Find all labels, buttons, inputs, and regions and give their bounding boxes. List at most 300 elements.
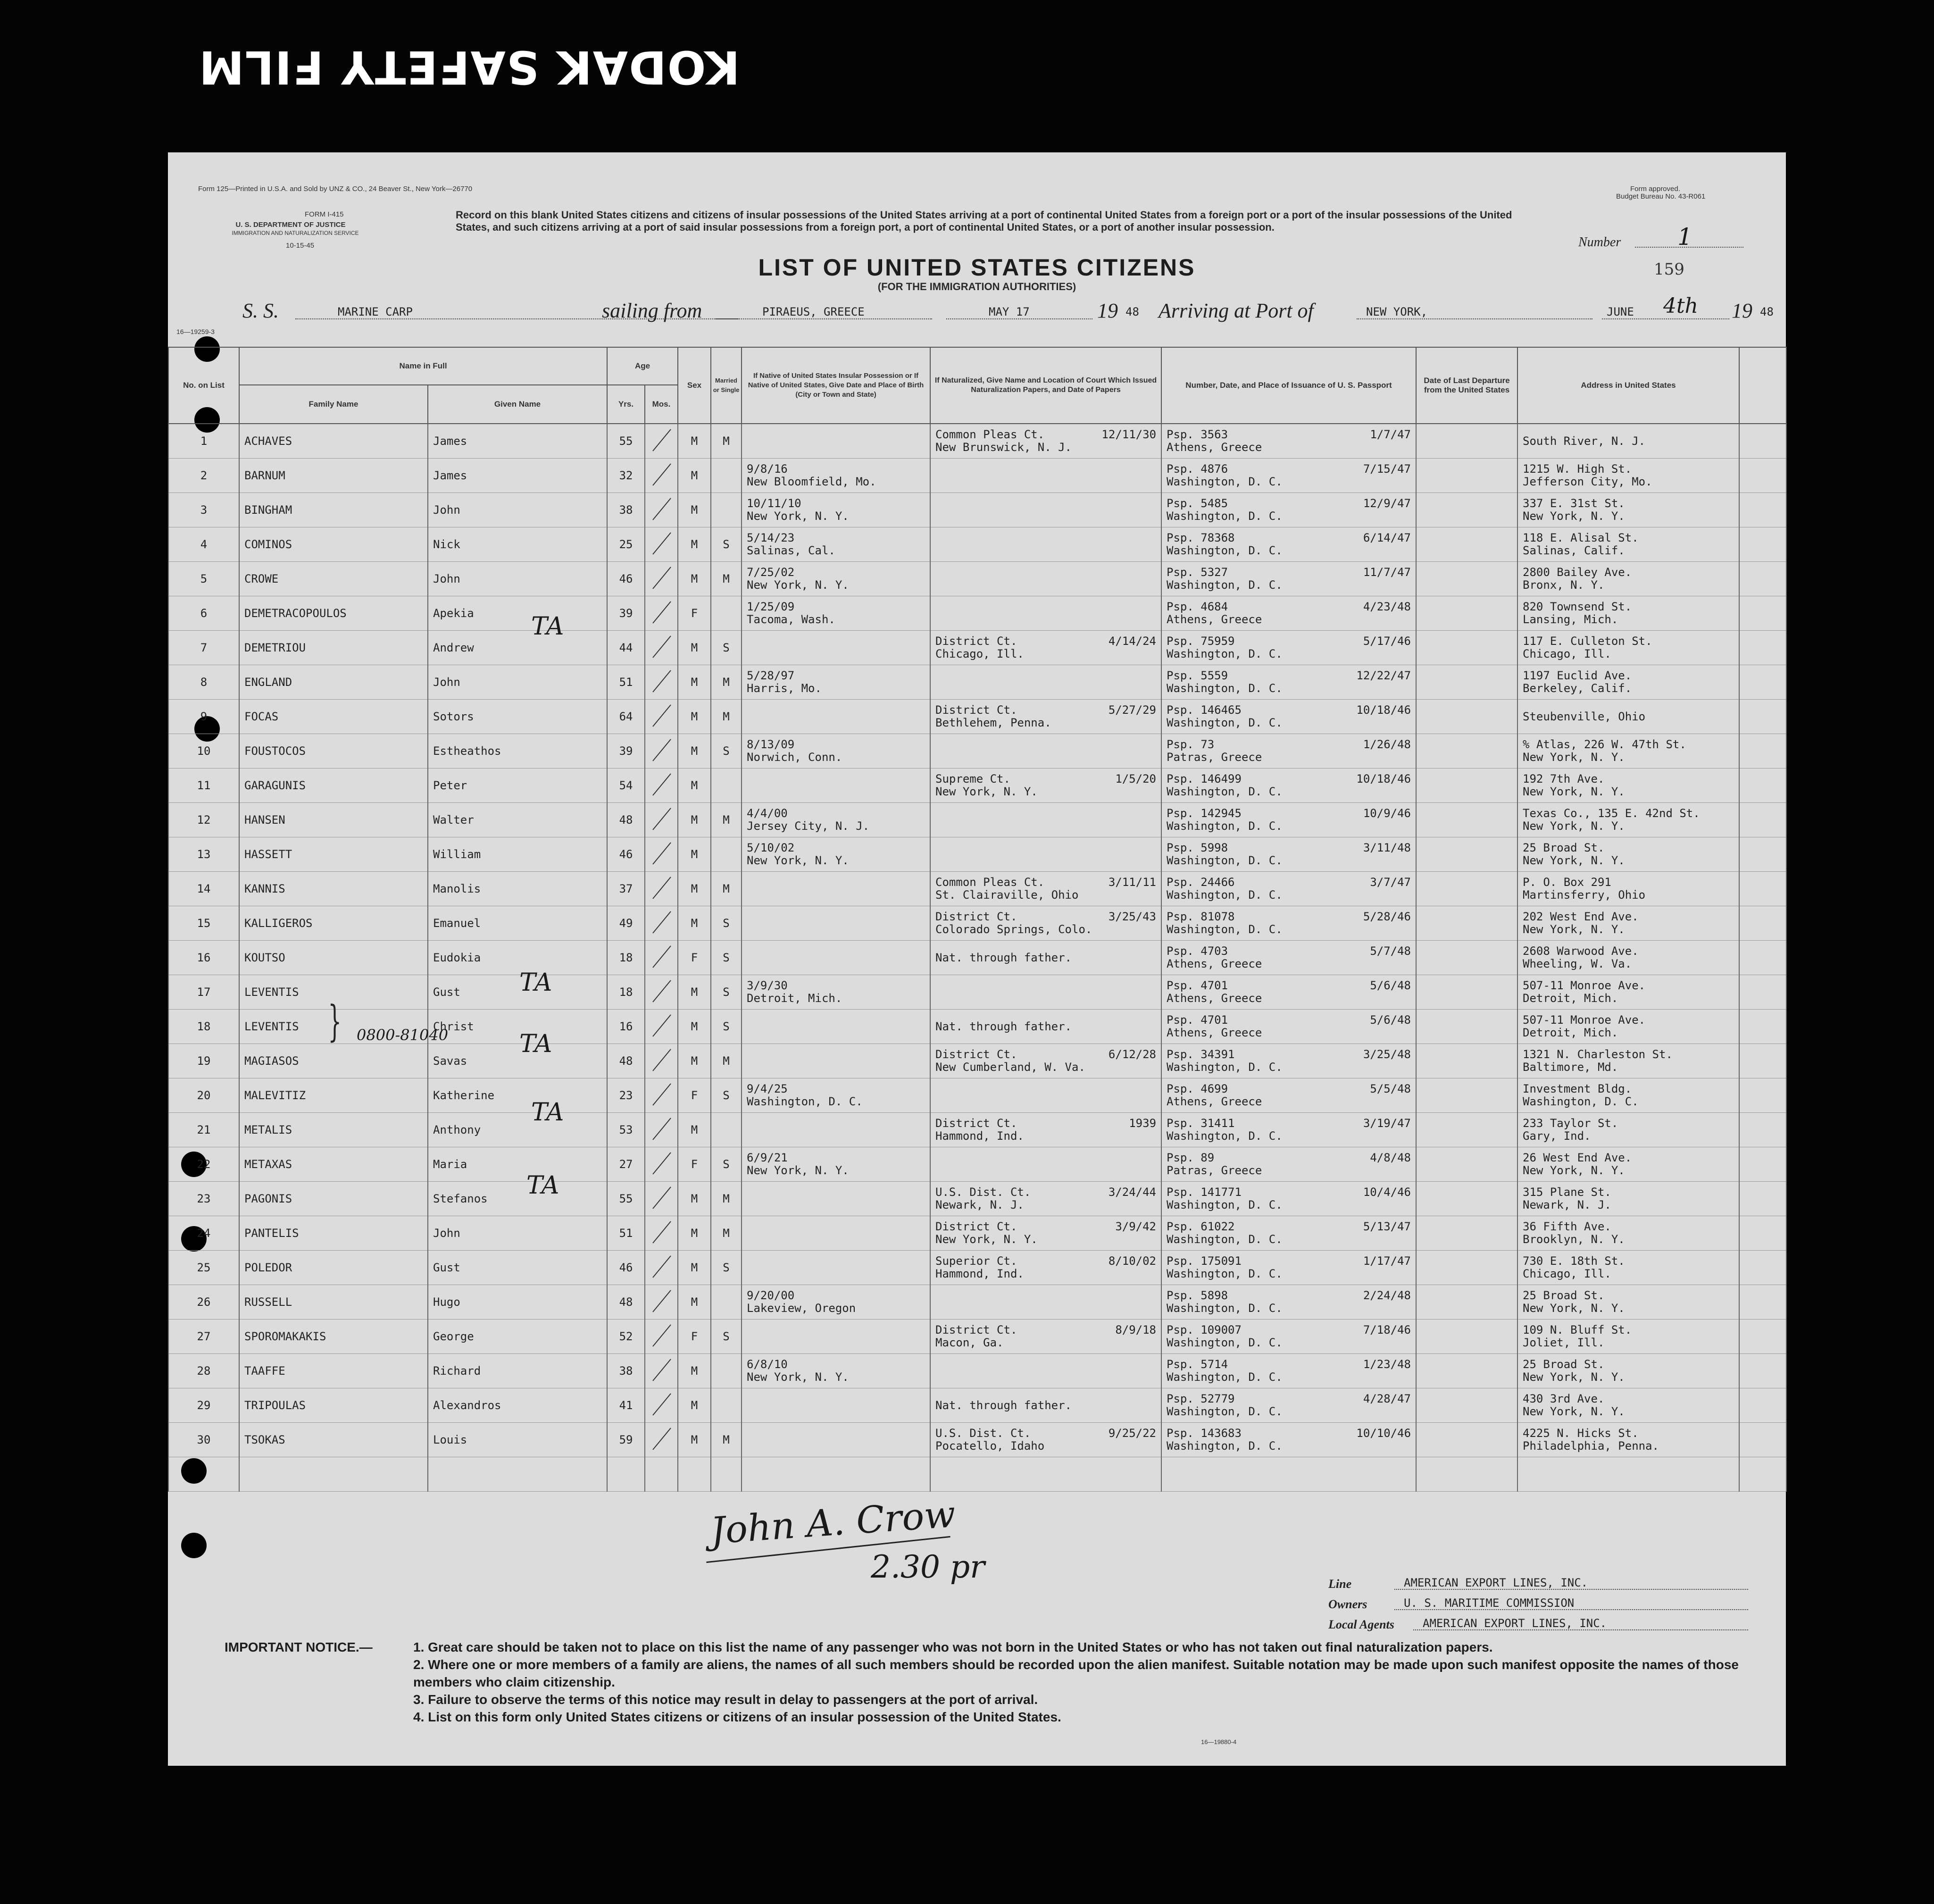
passport-date: 4/23/48 — [1363, 600, 1411, 613]
from-port: PIRAEUS, GREECE — [762, 305, 865, 318]
naturalization-court: District Ct. — [935, 1220, 1017, 1233]
marital-status: S — [723, 951, 730, 964]
passport-place: Washington, D. C. — [1167, 1405, 1283, 1418]
bracket-note: 0800-81040 — [357, 1026, 449, 1044]
sex: M — [691, 1295, 698, 1309]
row-number: 30 — [197, 1433, 211, 1446]
passport-date: 5/28/46 — [1363, 910, 1411, 923]
passport-number: Psp. 5485 — [1167, 497, 1228, 510]
row-number: 19 — [197, 1054, 211, 1068]
given-name: John — [433, 503, 460, 517]
row-number: 20 — [197, 1088, 211, 1102]
age-years: 55 — [619, 434, 633, 448]
age-years: 38 — [619, 503, 633, 517]
age-months-dash — [650, 942, 674, 970]
marital-status: M — [723, 1192, 730, 1205]
family-name: HANSEN — [244, 813, 285, 827]
marital-status: M — [723, 434, 730, 448]
naturalization-date: 6/12/28 — [1108, 1048, 1157, 1061]
birth-date: 3/9/30 — [747, 979, 788, 992]
arriving-label: Arriving at Port of — [1159, 299, 1314, 322]
sex: M — [691, 882, 698, 895]
address-line-1: 1197 Euclid Ave. — [1523, 669, 1632, 682]
naturalization-place: Chicago, Ill. — [935, 647, 1024, 660]
from-port-line — [715, 318, 932, 319]
address-line-2: Gary, Ind. — [1523, 1129, 1591, 1143]
row-number: 17 — [197, 985, 211, 999]
naturalization-date: 9/25/22 — [1108, 1427, 1157, 1440]
family-name: MAGIASOS — [244, 1054, 299, 1068]
naturalization-date: 3/11/11 — [1108, 876, 1157, 889]
address-line-1: 820 Townsend St. — [1523, 600, 1632, 613]
age-months-dash — [650, 1080, 674, 1108]
given-name: Peter — [433, 778, 467, 792]
address-line-1: 507-11 Monroe Ave. — [1523, 1013, 1646, 1027]
row-number: 10 — [197, 744, 211, 758]
passport-date: 10/10/46 — [1356, 1427, 1411, 1440]
row-number: 26 — [197, 1295, 211, 1309]
passport-date: 12/9/47 — [1363, 497, 1411, 510]
naturalization-place: New York, N. Y. — [935, 785, 1038, 798]
naturalization-date: 3/24/44 — [1108, 1186, 1157, 1199]
birth-place: New York, N. Y. — [747, 578, 849, 592]
age-years: 46 — [619, 847, 633, 861]
address-line-1: 430 3rd Ave. — [1523, 1392, 1605, 1405]
table-row — [168, 1216, 1786, 1251]
passport-date: 5/6/48 — [1370, 1013, 1411, 1027]
given-name: Manolis — [433, 882, 481, 895]
row-number: 3 — [200, 503, 208, 517]
naturalization-court: District Ct. — [935, 1048, 1017, 1061]
col-extra — [1739, 347, 1786, 424]
passport-date: 3/11/48 — [1363, 841, 1411, 854]
row-number: 18 — [197, 1019, 211, 1033]
passport-date: 4/28/47 — [1363, 1392, 1411, 1405]
naturalization-court: District Ct. — [935, 635, 1017, 648]
birth-place: Norwich, Conn. — [747, 751, 842, 764]
arr-year: 48 — [1760, 305, 1774, 318]
family-name: PAGONIS — [244, 1192, 292, 1205]
passport-place: Washington, D. C. — [1167, 475, 1283, 488]
address-line-2: Berkeley, Calif. — [1523, 682, 1632, 695]
age-years: 49 — [619, 916, 633, 930]
passport-place: Washington, D. C. — [1167, 682, 1283, 695]
given-name: Katherine — [433, 1088, 495, 1102]
sailing-label: sailing from — [602, 299, 702, 322]
age-years: 64 — [619, 710, 633, 723]
age-years: 54 — [619, 778, 633, 792]
passport-place: Athens, Greece — [1167, 957, 1262, 970]
passport-date: 10/9/46 — [1363, 807, 1411, 820]
age-months-dash — [650, 1321, 674, 1349]
passport-place: Patras, Greece — [1167, 1164, 1262, 1177]
ship-name: MARINE CARP — [338, 305, 413, 318]
age-years: 23 — [619, 1088, 633, 1102]
given-name: Eudokia — [433, 951, 481, 964]
birth-date: 8/13/09 — [747, 738, 795, 751]
age-years: 18 — [619, 951, 633, 964]
passport-date: 6/14/47 — [1363, 531, 1411, 544]
address-line-2: Steubenville, Ohio — [1523, 710, 1646, 723]
passport-place: Washington, D. C. — [1167, 1233, 1283, 1246]
birth-place: Tacoma, Wash. — [747, 613, 835, 626]
row-number: 4 — [200, 537, 208, 551]
passport-number: Psp. 4699 — [1167, 1082, 1228, 1095]
naturalization-place: Hammond, Ind. — [935, 1129, 1024, 1143]
marital-status: M — [723, 572, 730, 585]
sex: M — [691, 985, 698, 999]
family-name: KANNIS — [244, 882, 285, 895]
passport-number: Psp. 89 — [1167, 1151, 1215, 1164]
address-line-1: 337 E. 31st St. — [1523, 497, 1625, 510]
age-months-dash — [650, 873, 674, 902]
family-name: KALLIGEROS — [244, 916, 313, 930]
family-name: TSOKAS — [244, 1433, 285, 1446]
col-naturalized: If Naturalized, Give Name and Location of Court Which Issued Naturalization Papers, and Date of Papers — [930, 347, 1161, 424]
owners-value: U. S. MARITIME COMMISSION — [1404, 1596, 1575, 1610]
bracket-mark: } — [328, 997, 342, 1046]
family-name: KOUTSO — [244, 951, 285, 964]
sex: F — [691, 606, 698, 620]
row-number: 15 — [197, 916, 211, 930]
passport-date: 7/15/47 — [1363, 462, 1411, 476]
address-line-2: Washington, D. C. — [1523, 1095, 1639, 1108]
table-row — [168, 1078, 1786, 1113]
family-name: PANTELIS — [244, 1226, 299, 1240]
passport-date: 1/17/47 — [1363, 1254, 1411, 1268]
birth-date: 10/11/10 — [747, 497, 801, 510]
birth-date: 9/8/16 — [747, 462, 788, 476]
age-years: 59 — [619, 1433, 633, 1446]
marital-status: S — [723, 1329, 730, 1343]
sex: F — [691, 1329, 698, 1343]
given-name: Maria — [433, 1157, 467, 1171]
col-given-name: Given Name — [428, 385, 607, 424]
passport-place: Washington, D. C. — [1167, 1267, 1283, 1280]
age-months-dash — [650, 460, 674, 488]
passport-place: Athens, Greece — [1167, 992, 1262, 1005]
col-mos: Mos. — [645, 385, 678, 424]
naturalization-court: District Ct. — [935, 910, 1017, 923]
passport-date: 1/23/48 — [1363, 1358, 1411, 1371]
passport-place: Athens, Greece — [1167, 441, 1262, 454]
passport-number: Psp. 3563 — [1167, 428, 1228, 441]
birth-date: 9/20/00 — [747, 1289, 795, 1302]
sex: M — [691, 468, 698, 482]
naturalization-court: Common Pleas Ct. — [935, 876, 1045, 889]
passport-number: Psp. 5998 — [1167, 841, 1228, 854]
given-name: James — [433, 434, 467, 448]
address-line-2: New York, N. Y. — [1523, 1302, 1625, 1315]
manifest-sheet — [168, 152, 1786, 1766]
passport-place: Washington, D. C. — [1167, 923, 1283, 936]
family-name: DEMETRIOU — [244, 641, 306, 654]
marital-status: M — [723, 710, 730, 723]
address-line-1: Investment Bldg. — [1523, 1082, 1632, 1095]
passport-place: Washington, D. C. — [1167, 888, 1283, 902]
form-date: 10-15-45 — [286, 242, 315, 250]
address-line-1: 2800 Bailey Ave. — [1523, 566, 1632, 579]
naturalization-court: District Ct. — [935, 1323, 1017, 1336]
sex: M — [691, 434, 698, 448]
address-line-1: 202 West End Ave. — [1523, 910, 1639, 923]
naturalization-court: U.S. Dist. Ct. — [935, 1186, 1031, 1199]
address-line-2: Jefferson City, Mo. — [1523, 475, 1652, 488]
table-row — [168, 941, 1786, 975]
notice-label: IMPORTANT NOTICE.— — [225, 1640, 373, 1654]
age-years: 46 — [619, 1261, 633, 1274]
address-line-1: 730 E. 18th St. — [1523, 1254, 1625, 1268]
signature: John A. Crow — [709, 1493, 957, 1553]
notice-item: 4. List on this form only United States citizens or citizens of an insular possession of the United States. — [413, 1710, 1061, 1724]
passport-number: Psp. 73 — [1167, 738, 1215, 751]
birth-place: Salinas, Cal. — [747, 544, 835, 557]
passport-place: Athens, Greece — [1167, 1095, 1262, 1108]
address-line-1: 25 Broad St. — [1523, 841, 1605, 854]
owners-label: Owners — [1328, 1597, 1367, 1611]
page-subtitle: (FOR THE IMMIGRATION AUTHORITIES) — [877, 281, 1076, 292]
col-name-in-full: Name in Full — [239, 347, 607, 385]
given-name: Estheathos — [433, 744, 501, 758]
address-line-2: Detroit, Mich. — [1523, 992, 1618, 1005]
passport-number: Psp. 5559 — [1167, 669, 1228, 682]
table-row — [168, 631, 1786, 665]
passport-place: Washington, D. C. — [1167, 1129, 1283, 1143]
address-line-1: P. O. Box 291 — [1523, 876, 1611, 889]
family-name: BARNUM — [244, 468, 285, 482]
table-row — [168, 1423, 1786, 1457]
age-months-dash — [650, 1355, 674, 1384]
address-line-2: Chicago, Ill. — [1523, 1267, 1611, 1280]
approval-line-2: Budget Bureau No. 43-R061 — [1616, 192, 1706, 200]
sex: M — [691, 503, 698, 517]
given-name: Gust — [433, 985, 460, 999]
given-name: George — [433, 1329, 474, 1343]
age-months-dash — [650, 977, 674, 1005]
table-row — [168, 975, 1786, 1010]
row-number: 9 — [200, 710, 208, 723]
family-name: RUSSELL — [244, 1295, 292, 1309]
passport-number: Psp. 34391 — [1167, 1048, 1235, 1061]
naturalization-date: 1/5/20 — [1115, 772, 1157, 785]
passport-date: 5/5/48 — [1370, 1082, 1411, 1095]
sex: F — [691, 951, 698, 964]
passport-place: Washington, D. C. — [1167, 716, 1283, 729]
given-name: Louis — [433, 1433, 467, 1446]
ta-mark: TA — [531, 612, 564, 641]
col-marital: Married or Single — [711, 347, 742, 424]
passport-number: Psp. 52779 — [1167, 1392, 1235, 1405]
age-months-dash — [650, 1149, 674, 1177]
approval-line-1: Form approved. — [1630, 185, 1680, 193]
table-row — [168, 1044, 1786, 1078]
family-name: SPOROMAKAKIS — [244, 1329, 326, 1343]
passport-date: 10/4/46 — [1363, 1186, 1411, 1199]
table-row — [168, 1388, 1786, 1423]
naturalization-place: St. Clairaville, Ohio — [935, 888, 1079, 902]
passport-date: 5/7/48 — [1370, 944, 1411, 958]
address-line-2: New York, N. Y. — [1523, 1164, 1625, 1177]
film-edge-marking — [0, 13, 1934, 93]
arr-date-line — [1602, 318, 1729, 319]
naturalization-court: Nat. through father. — [935, 1019, 1072, 1033]
number-value: 1 — [1677, 223, 1692, 251]
arr-day: 4th — [1663, 294, 1699, 318]
sex: M — [691, 1433, 698, 1446]
passport-place: Washington, D. C. — [1167, 854, 1283, 867]
table-row — [168, 1182, 1786, 1216]
ta-mark: TA — [519, 1030, 552, 1058]
passport-number: Psp. 142945 — [1167, 807, 1242, 820]
passport-place: Washington, D. C. — [1167, 647, 1283, 660]
address-line-1: 109 N. Bluff St. — [1523, 1323, 1632, 1336]
age-months-dash — [650, 426, 674, 454]
sex: M — [691, 1398, 698, 1412]
passport-place: Washington, D. C. — [1167, 578, 1283, 592]
family-name: TAAFFE — [244, 1364, 285, 1378]
birth-place: New York, N. Y. — [747, 509, 849, 523]
sex: M — [691, 1226, 698, 1240]
address-line-1: Texas Co., 135 E. 42nd St. — [1523, 807, 1700, 820]
marital-status: S — [723, 1157, 730, 1171]
col-passport: Number, Date, and Place of Issuance of U. S. Passport — [1161, 347, 1416, 424]
age-years: 46 — [619, 572, 633, 585]
naturalization-date: 4/14/24 — [1108, 635, 1157, 648]
col-sex: Sex — [678, 347, 711, 424]
family-name: LEVENTIS — [244, 1019, 299, 1033]
col-address: Address in United States — [1517, 347, 1739, 424]
naturalization-date: 5/27/29 — [1108, 703, 1157, 717]
dep-year-prefix: 19 — [1097, 299, 1118, 322]
address-line-1: 1321 N. Charleston St. — [1523, 1048, 1673, 1061]
passport-date: 3/7/47 — [1370, 876, 1411, 889]
age-months-dash — [650, 1011, 674, 1039]
passport-date: 5/17/46 — [1363, 635, 1411, 648]
address-line-2: Wheeling, W. Va. — [1523, 957, 1632, 970]
blank-row — [168, 1457, 1786, 1492]
age-years: 16 — [619, 1019, 633, 1033]
given-name: Hugo — [433, 1295, 460, 1309]
dep-date-line — [946, 318, 1092, 319]
naturalization-place: Macon, Ga. — [935, 1336, 1004, 1349]
age-months-dash — [650, 1390, 674, 1418]
table-row — [168, 1251, 1786, 1285]
address-line-2: Bronx, N. Y. — [1523, 578, 1605, 592]
age-months-dash — [650, 1114, 674, 1143]
sex: M — [691, 1019, 698, 1033]
naturalization-date: 1939 — [1129, 1117, 1157, 1130]
table-row — [168, 837, 1786, 872]
age-months-dash — [650, 529, 674, 557]
given-name: Stefanos — [433, 1192, 488, 1205]
naturalization-place: Colorado Springs, Colo. — [935, 923, 1092, 936]
ta-mark: TA — [526, 1171, 559, 1200]
given-name: Gust — [433, 1261, 460, 1274]
passport-date: 5/13/47 — [1363, 1220, 1411, 1233]
sex: M — [691, 847, 698, 861]
passport-number: Psp. 5714 — [1167, 1358, 1228, 1371]
table-row — [168, 424, 1786, 459]
passport-place: Washington, D. C. — [1167, 1302, 1283, 1315]
service: IMMIGRATION AND NATURALIZATION SERVICE — [232, 230, 359, 236]
naturalization-place: New York, N. Y. — [935, 1233, 1038, 1246]
sex: M — [691, 675, 698, 689]
passport-place: Washington, D. C. — [1167, 819, 1283, 833]
marital-status: M — [723, 882, 730, 895]
family-name: LEVENTIS — [244, 985, 299, 999]
marital-status: M — [723, 1054, 730, 1068]
row-number: 13 — [197, 847, 211, 861]
age-years: 48 — [619, 813, 633, 827]
marital-status: S — [723, 1019, 730, 1033]
address-line-2: Newark, N. J. — [1523, 1198, 1611, 1211]
passport-number: Psp. 109007 — [1167, 1323, 1242, 1336]
address-line-1: 25 Broad St. — [1523, 1358, 1605, 1371]
table-row — [168, 1285, 1786, 1319]
table-row — [168, 1319, 1786, 1354]
table-row — [168, 1113, 1786, 1147]
passport-number: Psp. 81078 — [1167, 910, 1235, 923]
passport-place: Athens, Greece — [1167, 1026, 1262, 1039]
footer-code: 16—19880-4 — [1201, 1738, 1237, 1745]
sex: M — [691, 1364, 698, 1378]
family-name: FOCAS — [244, 710, 279, 723]
film-edge-text: KODAK SAFETY FILM — [198, 41, 740, 93]
row-number: 24 — [197, 1226, 211, 1240]
naturalization-place: Bethlehem, Penna. — [935, 716, 1051, 729]
line-value: AMERICAN EXPORT LINES, INC. — [1404, 1576, 1588, 1589]
passport-number: Psp. 175091 — [1167, 1254, 1242, 1268]
birth-place: New York, N. Y. — [747, 854, 849, 867]
age-years: 53 — [619, 1123, 633, 1136]
age-years: 52 — [619, 1329, 633, 1343]
row-number: 6 — [200, 606, 208, 620]
row-number: 29 — [197, 1398, 211, 1412]
age-months-dash — [650, 908, 674, 936]
given-name: Walter — [433, 813, 474, 827]
given-name: John — [433, 675, 460, 689]
given-name: Sotors — [433, 710, 474, 723]
age-years: 55 — [619, 1192, 633, 1205]
given-name: William — [433, 847, 481, 861]
notice-item: 1. Great care should be taken not to place on this list the name of any passenger who was not born in the United States or who has not taken out final naturalization papers. — [413, 1640, 1493, 1654]
row-number: 23 — [197, 1192, 211, 1205]
dep-date: MAY 17 — [989, 305, 1030, 318]
passport-date: 3/25/48 — [1363, 1048, 1411, 1061]
age-months-dash — [650, 494, 674, 523]
passport-number: Psp. 4684 — [1167, 600, 1228, 613]
naturalization-court: Nat. through father. — [935, 1398, 1072, 1412]
birth-date: 6/9/21 — [747, 1151, 788, 1164]
address-line-2: Salinas, Calif. — [1523, 544, 1625, 557]
age-years: 51 — [619, 675, 633, 689]
passport-place: Washington, D. C. — [1167, 1198, 1283, 1211]
age-months-dash — [650, 1252, 674, 1280]
address-line-1: 315 Plane St. — [1523, 1186, 1611, 1199]
ss-label: S. S. — [242, 299, 279, 322]
sex: M — [691, 710, 698, 723]
marital-status: S — [723, 916, 730, 930]
address-line-2: New York, N. Y. — [1523, 923, 1625, 936]
row-number: 5 — [200, 572, 208, 585]
ta-mark: TA — [519, 969, 552, 997]
table-row — [168, 596, 1786, 631]
age-months-dash — [650, 1424, 674, 1453]
passport-number: Psp. 24466 — [1167, 876, 1235, 889]
naturalization-date: 12/11/30 — [1101, 428, 1157, 441]
birth-place: Lakeview, Oregon — [747, 1302, 856, 1315]
sex: M — [691, 1123, 698, 1136]
